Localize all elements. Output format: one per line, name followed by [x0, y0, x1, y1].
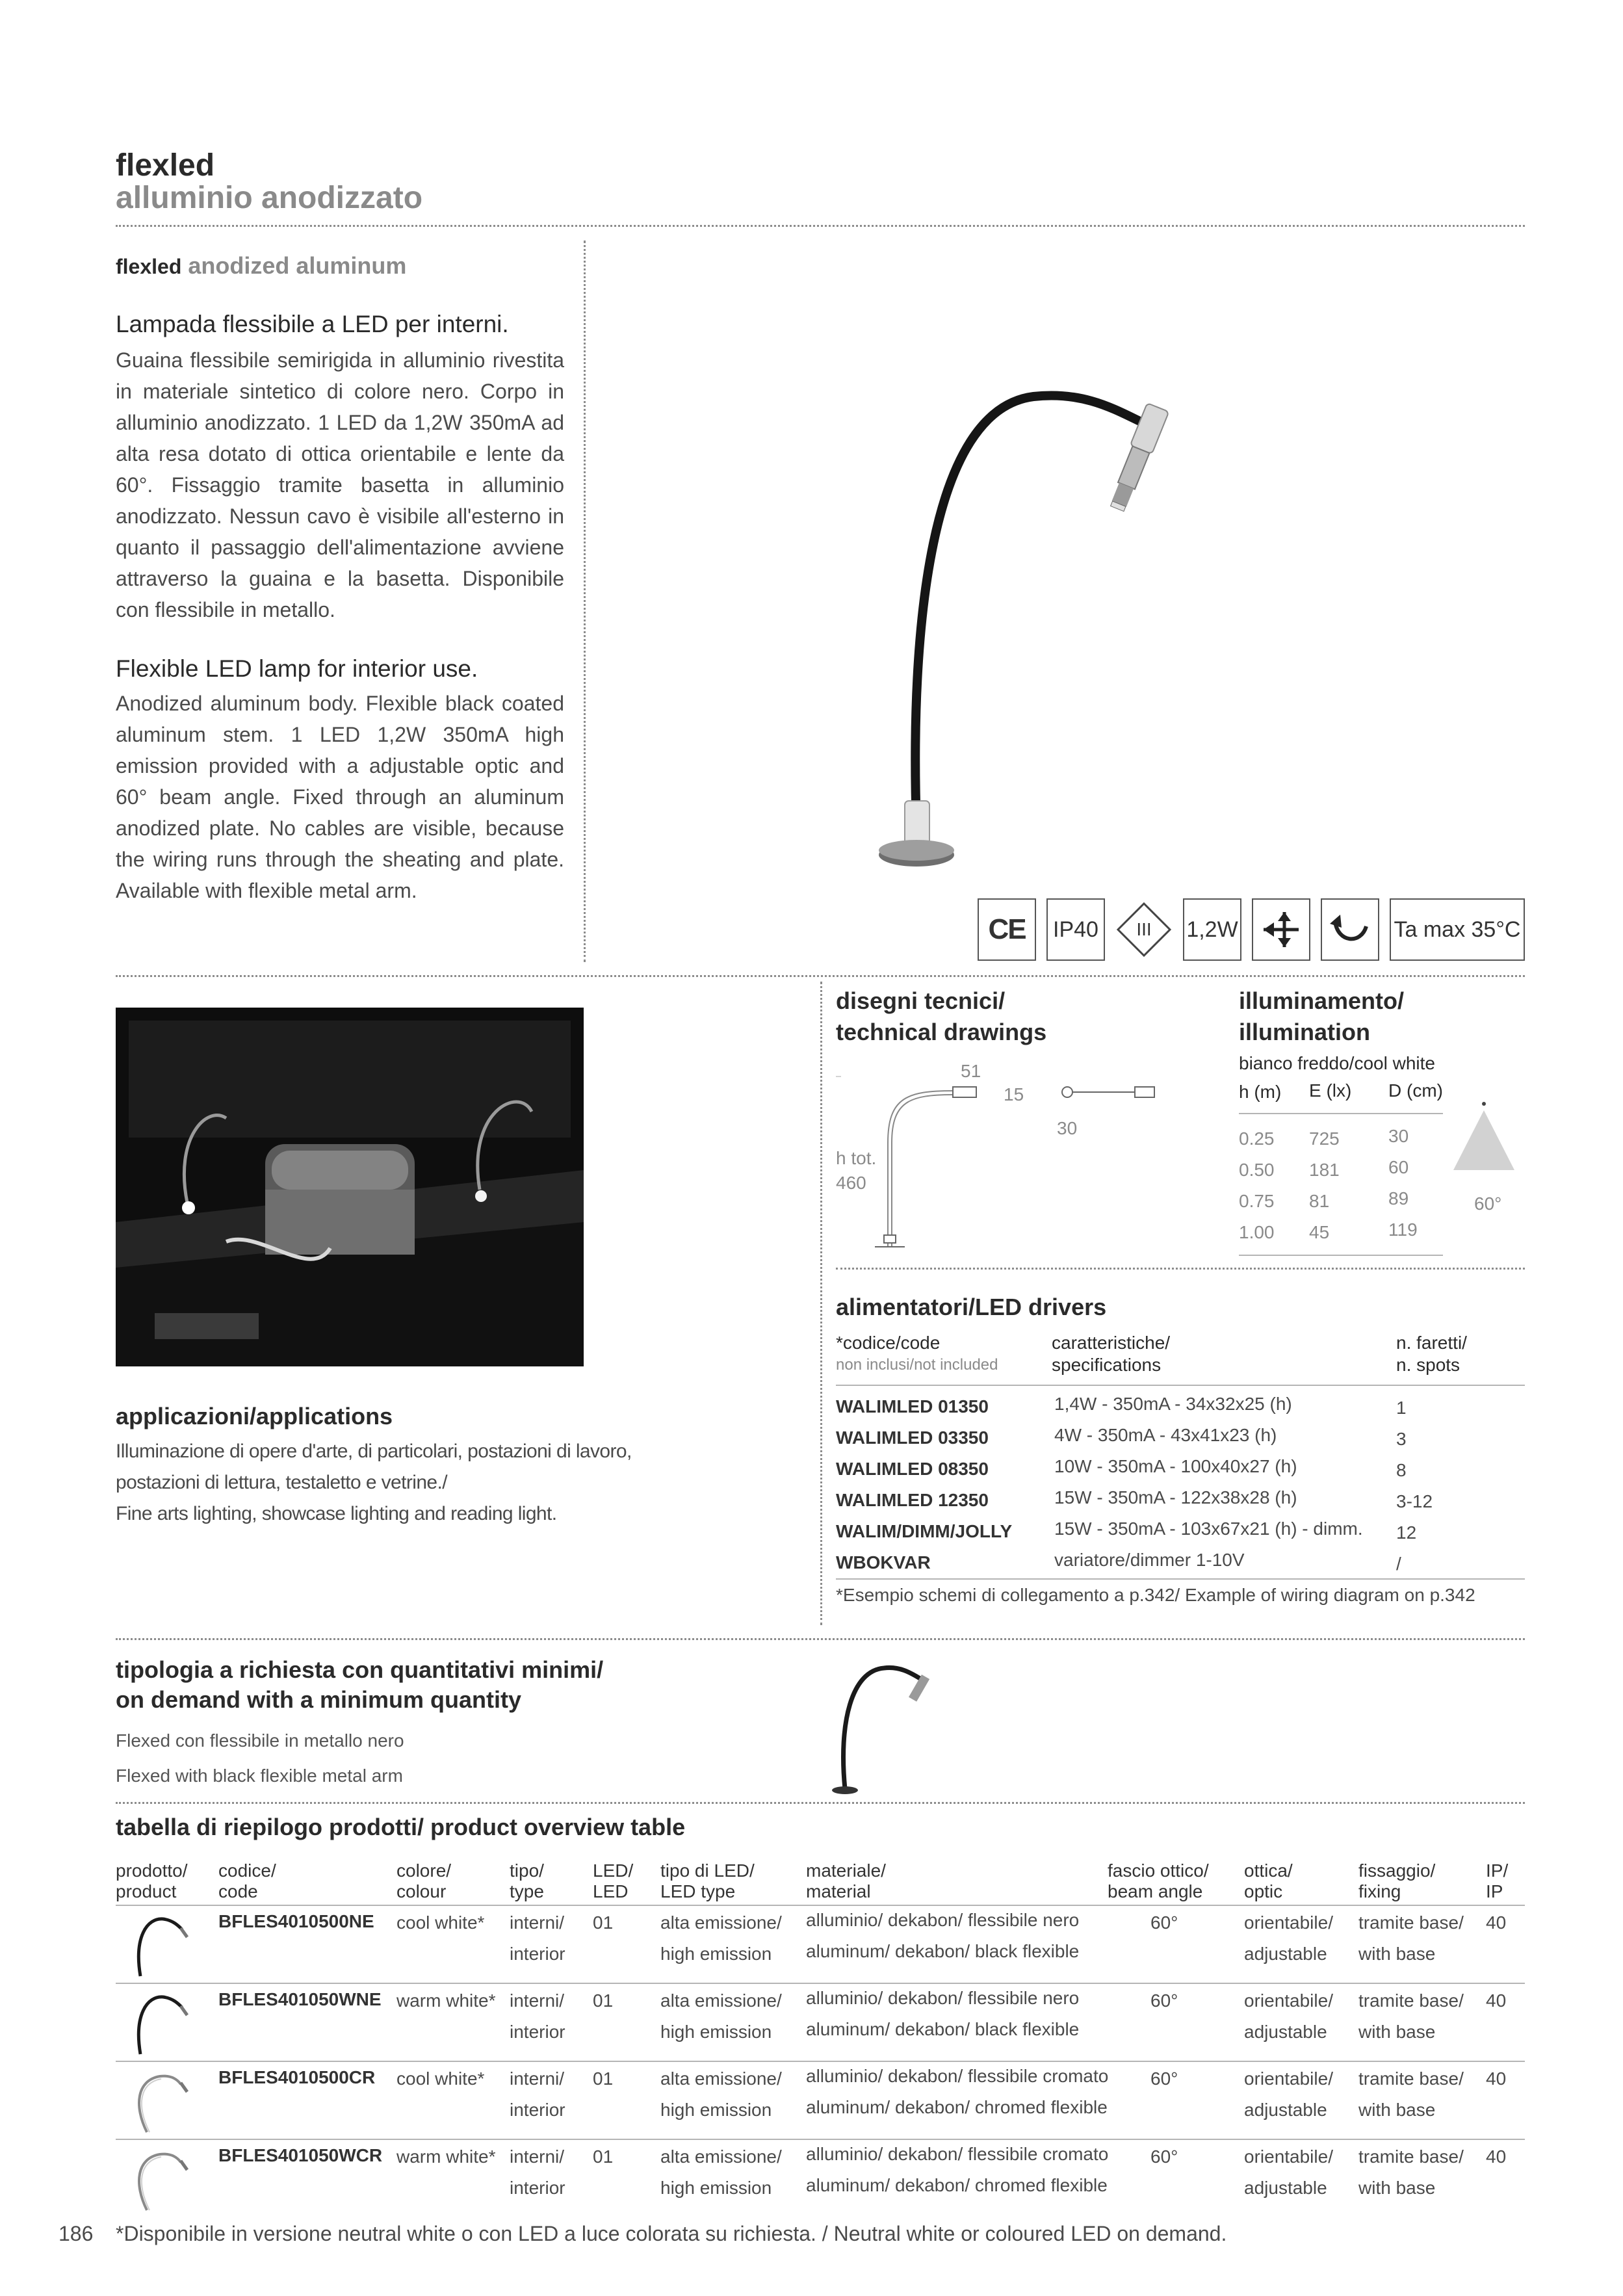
drivers-header-spec: specifications [1052, 1355, 1162, 1375]
illumination-title: illuminamento/ illumination [1239, 987, 1405, 1045]
divider [116, 1802, 1525, 1804]
product-type: interni/ [510, 1990, 565, 2011]
temperature-rating: Ta max 35°C [1390, 898, 1525, 961]
divider [836, 1268, 1525, 1270]
product-led-type: high emission [660, 1944, 772, 1964]
driver-spec: 10W - 350mA - 100x40x27 (h) [1054, 1456, 1297, 1476]
product-type: interior [510, 2100, 565, 2120]
product-led-type: alta emissione/ [660, 2068, 782, 2089]
divider [116, 225, 1525, 227]
drivers-header-spots: n. faretti/ [1396, 1333, 1467, 1353]
dimension-label: 15 [1004, 1084, 1024, 1104]
driver-code: WALIM/DIMM/JOLLY [836, 1521, 1013, 1541]
product-beam: 60° [1150, 2146, 1178, 2167]
product-fixing: tramite base/ [1358, 1990, 1464, 2011]
product-material: alluminio/ dekabon/ flessibile nero [806, 1910, 1080, 1930]
product-led-type: high emission [660, 2022, 772, 2042]
table-rule [1239, 1255, 1443, 1256]
page-number: 186 [58, 2222, 94, 2245]
product-type: interior [510, 2022, 565, 2042]
en-heading: Flexible LED lamp for interior use. [116, 655, 478, 682]
row-product-image [127, 1911, 192, 1980]
illum-cell: 60 [1388, 1157, 1409, 1177]
product-ip: 40 [1486, 2146, 1507, 2167]
product-optic: adjustable [1244, 2178, 1327, 2198]
product-led-type: high emission [660, 2178, 772, 2198]
col-header-product: prodotto/ product [116, 1860, 188, 1901]
illum-cell: 0.75 [1239, 1191, 1275, 1211]
column-divider [820, 982, 822, 1625]
on-demand-title: tipologia a richiesta con quantitativi minimi/ on demand with a minimum quantity [116, 1656, 604, 1713]
product-optic: adjustable [1244, 2100, 1327, 2120]
drivers-header-note: non inclusi/not included [836, 1356, 998, 1374]
on-demand-lamp-image [825, 1645, 955, 1794]
table-rule [116, 2139, 1525, 2140]
product-led-type: high emission [660, 2100, 772, 2120]
illum-cell: 45 [1309, 1222, 1330, 1242]
product-code: BFLES401050WNE [218, 1989, 382, 2009]
product-led-type: alta emissione/ [660, 1912, 782, 1933]
illum-cell: 1.00 [1239, 1222, 1275, 1242]
class-iii-icon: III [1115, 898, 1173, 961]
driver-code: WALIMLED 03350 [836, 1428, 989, 1448]
row-product-image [127, 2145, 192, 2214]
product-optic: orientabile/ [1244, 2068, 1333, 2089]
table-rule [836, 1385, 1525, 1386]
overview-title: tabella di riepilogo prodotti/ product overview table [116, 1814, 686, 1840]
product-type: interior [510, 2178, 565, 2198]
table-rule [116, 2061, 1525, 2062]
product-code: BFLES4010500NE [218, 1911, 374, 1931]
driver-code: WBOKVAR [836, 1552, 931, 1572]
driver-code: WALIMLED 08350 [836, 1459, 989, 1479]
drivers-header-spots: n. spots [1396, 1355, 1461, 1375]
divider [116, 975, 1525, 977]
product-material: alluminio/ dekabon/ flessibile cromato [806, 2066, 1109, 2086]
en-body: Anodized aluminum body. Flexible black coated aluminum stem. 1 LED 1,2W 350mA high emission provided with a adjustable optic and 60° beam angle. Fixed through an aluminum anodized plate. No cables are visible, because the wiring runs through the sheating and plate. Available with flexible metal arm. [116, 692, 564, 902]
drivers-title: alimentatori/LED drivers [836, 1294, 1107, 1320]
col-header-ip: IP/ IP [1486, 1860, 1509, 1901]
product-optic: adjustable [1244, 1944, 1327, 1964]
footer-note: *Disponibile in versione neutral white o con LED a luce colorata su richiesta. / Neutral white or coloured LED on demand. [116, 2222, 1227, 2245]
it-heading: Lampada flessibile a LED per interni. [116, 311, 509, 337]
illum-cell: 725 [1309, 1128, 1340, 1149]
product-optic: adjustable [1244, 2022, 1327, 2042]
product-colour: warm white* [396, 2146, 496, 2167]
application-photo [116, 1008, 584, 1366]
illum-header-e: E (lx) [1309, 1080, 1352, 1101]
dimension-label: 51 [961, 1061, 981, 1081]
driver-spots: 8 [1396, 1460, 1407, 1480]
product-material: alluminio/ dekabon/ flessibile cromato [806, 2144, 1109, 2164]
product-fixing: with base [1358, 1944, 1436, 1964]
product-fixing: tramite base/ [1358, 1912, 1464, 1933]
product-fixing: tramite base/ [1358, 2068, 1464, 2089]
col-header-led: LED/ LED [593, 1860, 634, 1901]
product-fixing: with base [1358, 2178, 1436, 2198]
illum-cell: 81 [1309, 1191, 1330, 1211]
applications-title: applicazioni/applications [116, 1403, 393, 1429]
table-rule [116, 1905, 1525, 1906]
driver-spec: variatore/dimmer 1-10V [1054, 1550, 1245, 1570]
driver-spec: 1,4W - 350mA - 34x32x25 (h) [1054, 1394, 1292, 1414]
product-material: aluminum/ dekabon/ black flexible [806, 1941, 1080, 1961]
beam-angle: 60° [1474, 1194, 1502, 1214]
divider [116, 1638, 1525, 1640]
driver-spots: 3 [1396, 1429, 1407, 1449]
table-rule [1239, 1113, 1443, 1114]
product-type: interni/ [510, 2146, 565, 2167]
driver-spec: 15W - 350mA - 122x38x28 (h) [1054, 1487, 1297, 1507]
col-header-beam: fascio ottico/ beam angle [1108, 1860, 1209, 1901]
product-type: interior [510, 1944, 565, 1964]
column-divider [584, 241, 586, 962]
product-material: aluminum/ dekabon/ chromed flexible [806, 2097, 1108, 2117]
product-ip: 40 [1486, 1990, 1507, 2011]
col-header-led-type: tipo di LED/ LED type [660, 1860, 755, 1901]
illum-header-d: D (cm) [1388, 1080, 1443, 1101]
product-beam: 60° [1150, 1912, 1178, 1933]
page-title: flexled [116, 148, 215, 183]
illumination-subtitle: bianco freddo/cool white [1239, 1053, 1435, 1073]
technical-title: disegni tecnici/ technical drawings [836, 987, 1047, 1045]
product-ip: 40 [1486, 2068, 1507, 2089]
product-colour: cool white* [396, 2068, 485, 2089]
product-optic: orientabile/ [1244, 1990, 1333, 2011]
it-body: Guaina flessibile semirigida in alluminio rivestita in materiale sintetico di colore nero. Corpo in alluminio anodizzato. 1 LED da 1,2W 350mA ad alta resa dotato di ottica orientabile e lente da 60°. Fissaggio tramite basetta in alluminio anodizzato. Nessun cavo è visibile all'esterno in quanto il passaggio dell'alimentazione avviene attraverso la guaina e la basetta. Disponibile con flessibile in metallo. [116, 348, 564, 621]
product-led: 01 [593, 2146, 614, 2167]
height-label: h tot. [836, 1148, 877, 1168]
drivers-note: *Esempio schemi di collegamento a p.342/ Example of wiring diagram on p.342 [836, 1585, 1475, 1605]
product-code: BFLES4010500CR [218, 2067, 376, 2087]
driver-code: WALIMLED 01350 [836, 1396, 989, 1416]
product-led-type: alta emissione/ [660, 1990, 782, 2011]
applications-line: postazioni di lettura, testaletto e vetrine./ [116, 1472, 447, 1493]
page-subtitle: alluminio anodizzato [116, 181, 423, 215]
col-header-type: tipo/ type [510, 1860, 544, 1901]
product-type: interni/ [510, 1912, 565, 1933]
product-beam: 60° [1150, 1990, 1178, 2011]
illum-cell: 30 [1388, 1126, 1409, 1146]
product-material: aluminum/ dekabon/ black flexible [806, 2019, 1080, 2039]
product-led: 01 [593, 1912, 614, 1933]
driver-spec: 15W - 350mA - 103x67x21 (h) - dimm. [1054, 1519, 1363, 1539]
table-rule [116, 1983, 1525, 1984]
col-header-colour: colore/ colour [396, 1860, 452, 1901]
ce-icon: CE [978, 898, 1036, 961]
product-material: alluminio/ dekabon/ flessibile nero [806, 1988, 1080, 2008]
col-header-fixing: fissaggio/ fixing [1358, 1860, 1436, 1901]
english-title: flexled anodized aluminum [116, 252, 407, 279]
product-ip: 40 [1486, 1912, 1507, 1933]
height-value: 460 [836, 1173, 866, 1193]
product-image [819, 306, 1274, 891]
product-fixing: tramite base/ [1358, 2146, 1464, 2167]
illum-header-h: h (m) [1239, 1082, 1282, 1102]
adjustable-icon [1252, 898, 1310, 961]
product-led: 01 [593, 2068, 614, 2089]
driver-spots: 3-12 [1396, 1491, 1433, 1511]
product-code: BFLES401050WCR [218, 2145, 383, 2165]
col-header-optic: ottica/ optic [1244, 1860, 1293, 1901]
driver-code: WALIMLED 12350 [836, 1490, 989, 1510]
illum-cell: 119 [1388, 1220, 1418, 1240]
product-led: 01 [593, 1990, 614, 2011]
row-product-image [127, 1989, 192, 2058]
driver-spec: 4W - 350mA - 43x41x23 (h) [1054, 1425, 1277, 1445]
drivers-header-spec: caratteristiche/ [1052, 1333, 1171, 1353]
product-beam: 60° [1150, 2068, 1178, 2089]
driver-spots: / [1396, 1554, 1401, 1574]
illum-cell: 0.25 [1239, 1128, 1275, 1149]
product-fixing: with base [1358, 2100, 1436, 2120]
drivers-header-code: *codice/code [836, 1333, 941, 1353]
applications-line: Illuminazione di opere d'arte, di particolari, postazioni di lavoro, [116, 1441, 632, 1462]
col-header-material: materiale/ material [806, 1860, 886, 1901]
product-optic: orientabile/ [1244, 2146, 1333, 2167]
product-fixing: with base [1358, 2022, 1436, 2042]
applications-line: Fine arts lighting, showcase lighting and reading light. [116, 1503, 557, 1524]
driver-spots: 12 [1396, 1522, 1417, 1543]
illum-cell: 0.50 [1239, 1160, 1275, 1180]
product-colour: cool white* [396, 1912, 485, 1933]
ip-rating: IP40 [1046, 898, 1105, 961]
power-rating: 1,2W [1183, 898, 1241, 961]
beam-cone-icon [1448, 1099, 1520, 1177]
product-colour: warm white* [396, 1990, 496, 2011]
driver-spots: 1 [1396, 1398, 1407, 1418]
product-led-type: alta emissione/ [660, 2146, 782, 2167]
on-demand-line: Flexed with black flexible metal arm [116, 1766, 403, 1786]
table-rule [836, 1578, 1525, 1580]
product-material: aluminum/ dekabon/ chromed flexible [806, 2175, 1108, 2195]
row-product-image [127, 2067, 192, 2136]
illum-cell: 181 [1309, 1160, 1340, 1180]
col-header-code: codice/ code [218, 1860, 276, 1901]
product-optic: orientabile/ [1244, 1912, 1333, 1933]
dimension-label: 30 [1057, 1118, 1078, 1138]
rotation-icon [1321, 898, 1379, 961]
illum-cell: 89 [1388, 1188, 1409, 1208]
on-demand-line: Flexed con flessibile in metallo nero [116, 1730, 404, 1751]
product-type: interni/ [510, 2068, 565, 2089]
